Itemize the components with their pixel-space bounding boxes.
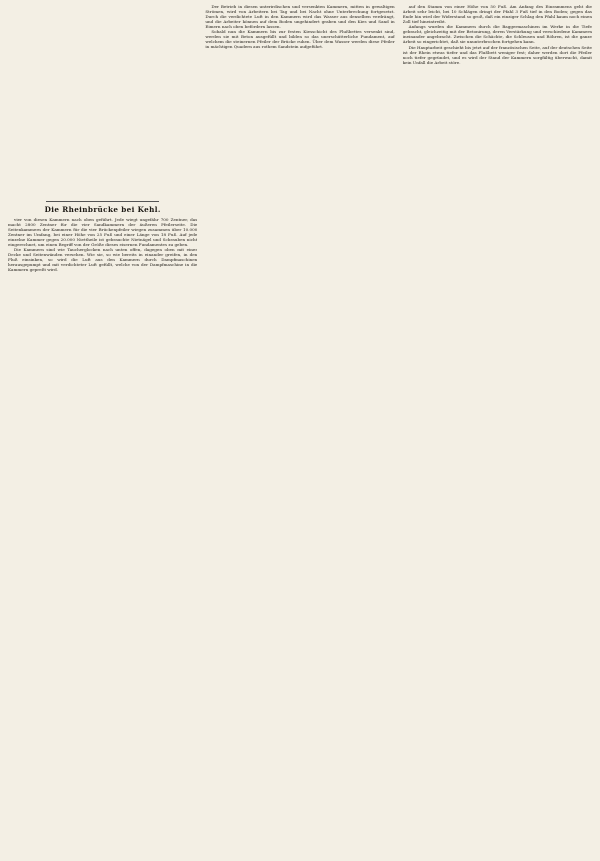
column-3 xyxy=(403,5,592,851)
paragraph: Sobald nun die Kammern bis zur festen Kiesschicht des Flußbettes versenkt sind, werden sie mit Beton ausgefüllt und bilden so das unerschütterliche Fundament, auf welchem die steinernen Pfeiler der Brücke ruhen. Über dem Wasser werden diese Pfeiler in mächtigen Quadern aus rothem Sandstein aufgeführt. xyxy=(205,29,395,50)
preceding-article-text xyxy=(8,5,197,197)
paragraph: vier von diesen Kammern nach oben geführt. Jede wiegt ungefähr 700 Zentner, das macht 2800 Zentner für die vier Sandkammern der äußeren Pfeilerseite. Die Seitenkammern der Kammern für die vier Brückenpfeiler wiegen zusammen über 10.000 Zentner im Umfang, bei einer Höhe von 25 Fuß und einer Länge von 18 Fuß. Auf jede einzelne Kammer gegen 20.000 Niettheile ist gebrauchte Nietnägel und Schrauben nicht eingerechnet, um einen Begriff von der Größe dieses eisernen Fundamentes zu geben. xyxy=(8,217,198,247)
paragraph: Die Hauptarbeit geschieht bis jetzt auf der französischen Seite, auf der deutschen Seite ist der Rhein etwas tiefer und das Flußbett weniger fest; daher werden dort die Pfeiler noch tiefer gegründet, und es wird der Stand der Kammern sorgfältig überwacht, damit kein Unfall die Arbeit störe. xyxy=(402,44,592,65)
paragraph: auf den Stamm von einer Höhe von 50 Fuß. Am Anfang des Einrammens geht die Arbeit sehr leicht, bei 10 Schlägen dringt der Pfahl 3 Fuß tief in den Boden; gegen das Ende hin wird der Widerstand so groß, daß ein einziger Schlag den Pfahl kaum noch einen Zoll tief hineintreibt. xyxy=(402,5,592,24)
column-2 xyxy=(205,5,394,851)
newspaper-page xyxy=(8,5,592,851)
article-body-col1 xyxy=(8,218,197,273)
article-heading: Die Rheinbrücke bei Kehl. xyxy=(44,205,161,214)
section-divider xyxy=(46,201,160,202)
paragraph: Anfangs wurden die Kammern durch die Baggermaschinen im Werke in die Tiefe gebracht, gleichzeitig mit der Betonirung, deren Verstärkung und verschiedene Kammern ineinander angebracht. Zwischen die Schächte, die Schleusen und Röhren, ist die ganze Arbeit so eingerichtet, daß sie ununterbrochen fortgehen kann. xyxy=(402,24,592,45)
paragraph: Die Kammern sind wie Taucherglocken nach unten offen, dagegen oben mit einer Decke und Seitenwänden versehen. Wie sie, so wie bereits in einander greifen, in den Fluß einsinken, so wird die Luft aus den Kammern durch Dampfmaschinen herausgepumpt und mit verdichteter Luft gefüllt, welche von der Dampfmaschine in die Kammern gepreßt wird. xyxy=(8,247,198,273)
column-1 xyxy=(8,5,197,851)
paragraph: Der Betrieb in diesen unterirdischen und versenkten Kammern, mitten in gewaltigen Strömen, wird von Arbeitern bei Tag und bei Nacht ohne Unterbrechung fortgesetzt. Durch die verdichtete Luft in den Kammern wird das Wasser aus denselben verdrängt, und die Arbeiter können auf dem Boden ungehindert graben und den Kies und Sand in Eimern nach oben befördern lassen. xyxy=(205,5,395,29)
